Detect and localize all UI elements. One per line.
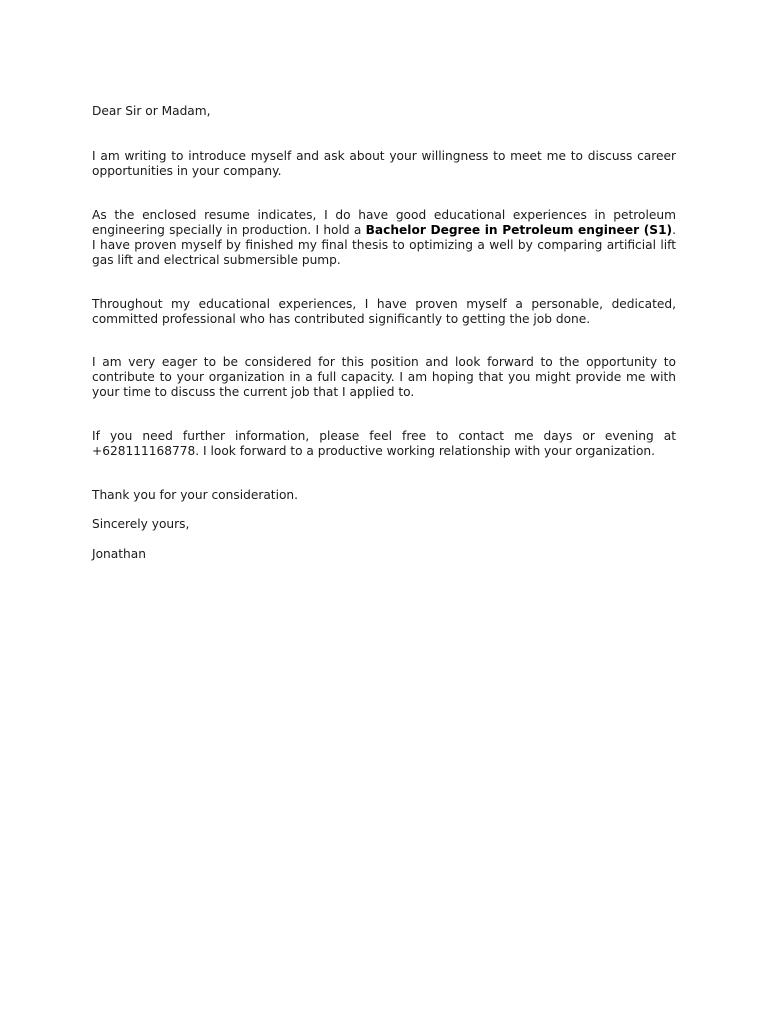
experience-paragraph: Throughout my educational experiences, I have proven myself a personable, dedicated, committed professional who has contributed significantly to getting the job done. — [92, 297, 676, 326]
contact-paragraph: If you need further information, please feel free to contact me days or evening at +628111168778. I look forward to a productive working relationship with your organization. — [92, 429, 676, 458]
thanks-line: Thank you for your consideration. — [92, 488, 299, 502]
salutation: Dear Sir or Madam, — [92, 104, 211, 118]
position-paragraph: I am very eager to be considered for this position and look forward to the opportunity to contribute to your organization in a full capacity. I am hoping that you might provide me with your time to discuss the current job that I applied to. — [92, 355, 676, 399]
education-text-start: As the enclosed resume indicates, I do have good educational experiences in petroleum engineering specially in production. I hold a — [92, 208, 676, 237]
closing-line: Sincerely yours, — [92, 517, 190, 531]
education-paragraph — [92, 208, 676, 268]
education-text-end: . I have proven myself by finished my final thesis to optimizing a well by comparing artificial lift gas lift and electrical submersible pump. — [92, 223, 676, 267]
signature-name: Jonathan — [92, 547, 146, 561]
intro-paragraph: I am writing to introduce myself and ask about your willingness to meet me to discuss career opportunities in your company. — [92, 149, 676, 178]
degree-name: Bachelor Degree in Petroleum engineer (S1) — [365, 223, 673, 237]
